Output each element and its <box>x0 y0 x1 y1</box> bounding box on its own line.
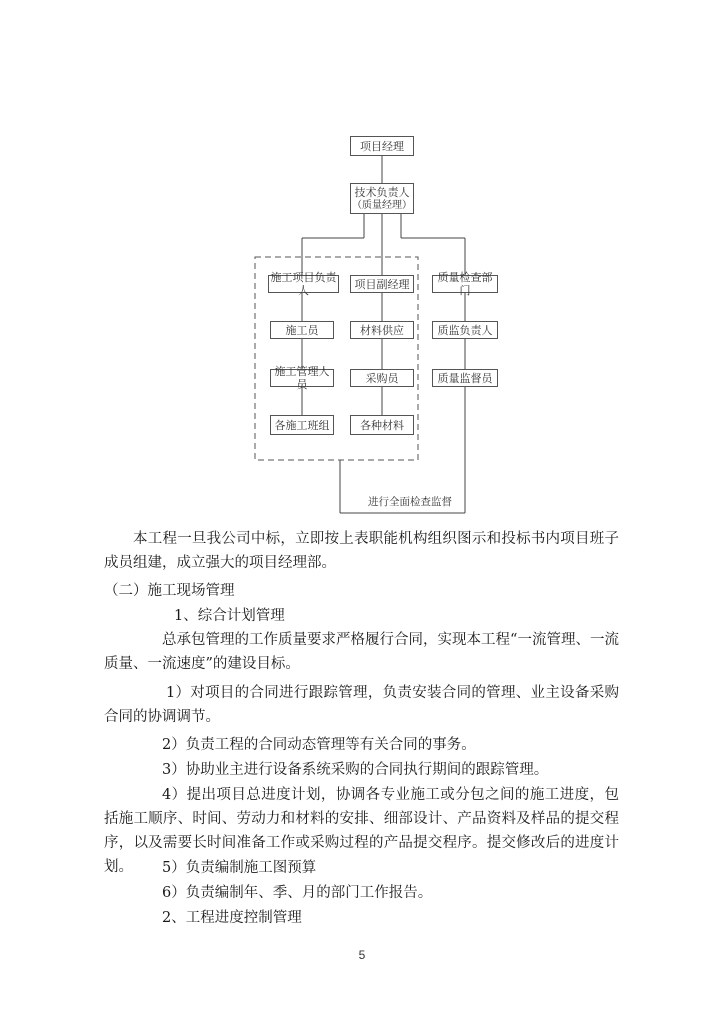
page-number: 5 <box>358 948 366 962</box>
node-material-supply: 材料供应 <box>350 321 414 339</box>
section-heading-site-management: （二）施工现场管理 <box>104 583 235 599</box>
node-project-manager: 项目经理 <box>350 136 414 156</box>
node-quality-inspector: 质量监督员 <box>432 369 498 387</box>
list-item-1: 1）对项目的合同进行跟踪管理，负责安装合同的管理、业主设备采购合同的协调调节。 <box>104 685 619 725</box>
subheading-comprehensive-plan: 1、综合计划管理 <box>174 608 285 624</box>
list-item-6: 6）负责编制年、季、月的部门工作报告。 <box>162 885 433 901</box>
list-item-3: 3）协助业主进行设备系统采购的合同执行期间的跟踪管理。 <box>162 762 549 778</box>
node-quality-lead: 质监负责人 <box>432 321 498 339</box>
paragraph-intro: 本工程一旦我公司中标，立即按上表职能机构组织图示和投标书内项目班子成员组建，成立强大的项目经理部。 <box>104 531 619 571</box>
node-construction-lead: 施工项目负责人 <box>268 275 339 293</box>
node-constructor: 施工员 <box>270 321 334 339</box>
node-deputy-manager: 项目副经理 <box>350 275 414 293</box>
node-tech-lead: 技术负责人 （质量经理） <box>350 183 414 214</box>
list-item-2: 2）负责工程的合同动态管理等有关合同的事务。 <box>162 737 476 753</box>
node-work-teams: 各施工班组 <box>270 415 334 435</box>
node-quality-dept: 质量检查部门 <box>432 275 498 293</box>
node-purchaser: 采购员 <box>350 369 414 387</box>
subheading-progress-control: 2、工程进度控制管理 <box>162 910 302 926</box>
node-construction-staff: 施工管理人员 <box>270 369 334 387</box>
node-materials: 各种材料 <box>350 415 414 435</box>
list-item-4: 4）提出项目总进度计划，协调各专业施工或分包之间的施工进度，包括施工顺序、时间、劳动力和材料的安排、细部设计、产品资料及样品的提交程序，以及需要长时间准备工作或采购过程的产品提交程序。提交修改后的进度计划。 <box>104 787 619 875</box>
paragraph-contract-goals: 总承包管理的工作质量要求严格履行合同，实现本工程“一流管理、一流质量、一流速度”的建设目标。 <box>104 632 619 672</box>
list-item-5: 5）负责编制施工图预算 <box>162 860 317 876</box>
oversight-caption: 进行全面检查监督 <box>368 496 452 508</box>
